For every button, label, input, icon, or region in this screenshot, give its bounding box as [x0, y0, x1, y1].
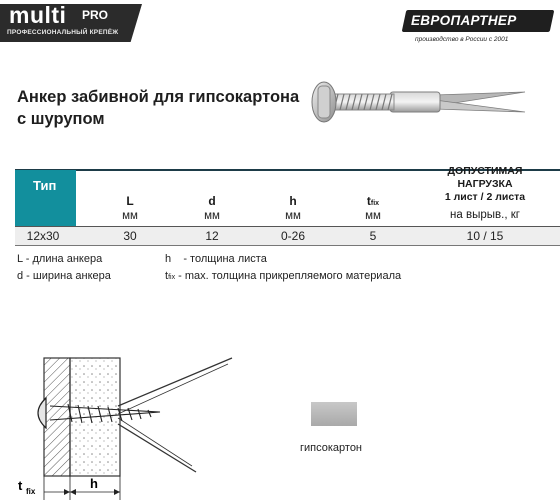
load-unit: на вырыв., кг: [450, 209, 520, 221]
legend-L: L - длина анкера: [17, 253, 103, 265]
product-title-line2: с шурупом: [17, 110, 105, 128]
cell-L: 30: [123, 229, 137, 243]
data-row-bottom-rule: [15, 245, 560, 246]
diagram-tfix-label: t: [18, 478, 23, 493]
legend-tfix-t: t: [165, 270, 169, 282]
legend-tfix-text: - max. толщина прикрепляемого материала: [175, 270, 402, 282]
col-unit-h: мм: [285, 210, 301, 222]
installation-diagram: [10, 348, 250, 504]
cell-d: 12: [205, 229, 219, 243]
product-title-line1: Анкер забивной для гипсокартона: [17, 88, 300, 106]
badge-pro: PRO: [82, 8, 109, 22]
col-header-h: h: [289, 194, 297, 208]
anchor-product-image: [310, 70, 535, 140]
legend-tfix: [165, 270, 401, 282]
cell-load: 10 / 15: [466, 229, 504, 243]
legend-d: d - ширина анкера: [17, 270, 111, 282]
col-header-d: d: [208, 194, 216, 208]
diagram-tfix-sub: fix: [26, 487, 36, 496]
col-unit-L: мм: [122, 210, 138, 222]
badge-tagline: ПРОФЕССИОНАЛЬНЫЙ КРЕПЁЖ: [7, 29, 119, 36]
europartner-subtitle: производство в России с 2001: [415, 36, 509, 43]
diagram-h-label: h: [90, 476, 98, 491]
col-header-tfix: [343, 194, 403, 208]
tfix-sub: fix: [370, 200, 380, 207]
legend-tfix-sub: fix: [168, 274, 176, 281]
load-header-line1: ДОПУСТИМАЯ: [447, 165, 523, 177]
col-unit-tfix: мм: [365, 210, 381, 222]
col-header-L: L: [126, 194, 134, 208]
cell-h: 0-26: [280, 229, 306, 243]
product-title: [17, 86, 299, 130]
legend-h: h - толщина листа: [165, 253, 267, 265]
drywall-sample-swatch: [311, 402, 357, 426]
cell-tfix: 5: [369, 229, 377, 243]
load-header-line3: 1 лист / 2 листа: [444, 191, 526, 203]
europartner-logo-text: ЕВРОПАРТНЕР: [411, 13, 517, 28]
badge-title: multi: [9, 2, 67, 28]
type-header: Тип: [33, 178, 57, 193]
col-unit-d: мм: [204, 210, 220, 222]
drywall-sample-label: гипсокартон: [300, 442, 363, 454]
tfix-t: t: [366, 194, 371, 208]
load-header-line2: НАГРУЗКА: [457, 178, 513, 190]
cell-type: 12х30: [26, 229, 60, 243]
load-header: [422, 165, 548, 204]
